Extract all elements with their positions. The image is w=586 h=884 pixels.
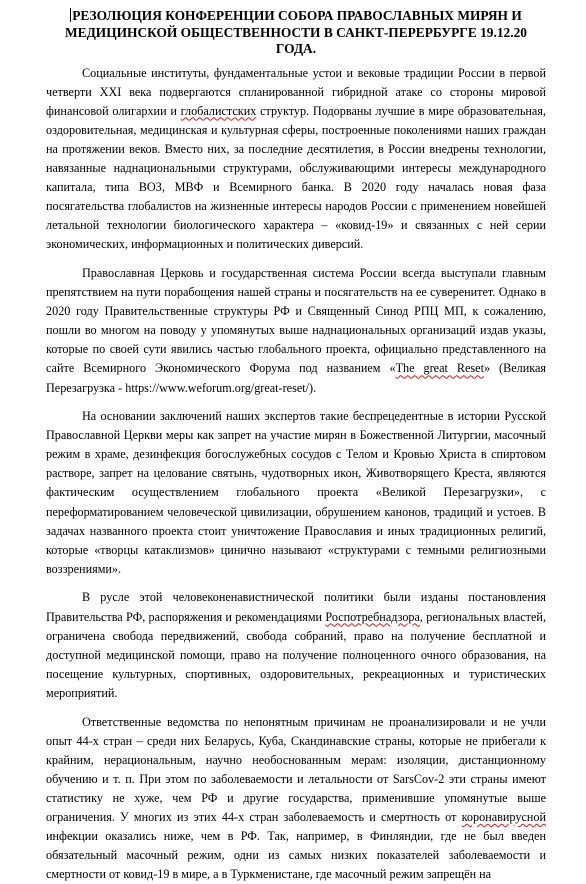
spellcheck-flagged-word: глобалистских — [181, 104, 257, 118]
paragraph-text: Социальные институты, фундаментальные устои и вековые традиции России в первой четверти XXI века подвергаются спланированной гибридной атаке со стороны мировой финансовой олигархии и — [46, 66, 546, 118]
paragraph-text: Православная Церковь и государственная система России всегда выступали главным препятствием на пути порабощения нашей страны и посягательств на ее суверенитет. Однако в 2020 году Правительственные структуры РФ и Священный Синод РПЦ МП, к сожалению, пошли во многом на поводу у упомянутых выше наднациональных организаций издав указы, которые по своей сути явились частью глобального проекта, официально представленного на сайте Всемирного Экономического Форума под названием « — [46, 266, 546, 375]
paragraph-text: Ответственные ведомства по непонятным причинам не проанализировали и не учли опыт 44-х стран – среди них Беларусь, Куба, Скандинавские страны, которые не прибегали к крайним, нерациональным, научно необоснованным мерам: изоляции, дистанционному обучению и т. п. При этом по заболеваемости и летальности от SarsCov-2 эти страны имеют статистику не хуже, чем РФ и другие государства, применившие упомянутые выше ограничения. У многих из этих 44-х стран заболеваемость и смертность от — [46, 715, 546, 824]
paragraph-text: инфекции оказались ниже, чем в РФ. Так, например, в Финляндии, где не был введен обязательный масочный режим, одни из самых низких показателей заболеваемости и смертности от ковид-19 в мире, а в Туркменистане, где масочный режим запрещён на — [46, 829, 546, 881]
body-paragraph — [46, 264, 546, 398]
body-paragraph — [46, 713, 546, 884]
document-body — [46, 64, 546, 884]
body-paragraph — [46, 588, 546, 703]
document-title — [46, 8, 546, 58]
paragraph-text: На основании заключений наших экспертов такие беспрецедентные в истории Русской Православной Церкви меры как запрет на участие мирян в Божественной Литургии, масочный режим в храме, дезинфекция богослужебных сосудов с Телом и Кровью Христа в спиртовом растворе, запрет на целование святынь, чудотворных икон, Животворящего Креста, являются фактическим осуществлением глобального проекта «Великой Перезагрузки», с переформатированием человеческой цивилизации, обрушением канонов, традиций и устоев. В задачах названного проекта стоит уничтожение Православия и иных традиционных религий, которые «творцы катаклизмов» цинично называют «структурами с темными религиозными воззрениями». — [46, 409, 546, 576]
spellcheck-flagged-word: Роспотребнадзора — [325, 610, 420, 624]
body-paragraph — [46, 407, 546, 579]
paragraph-text: структур. Подорваны лучшие в мире образовательная, оздоровительная, медицинская и культурная сферы, построенные поколениями наших граждан на протяжении веков. Вместо них, за последние десятилетия, в России внедрены технологии, навязанные наднациональными структурами, обслуживающими интересы международного капитала, типа ВОЗ, МВФ и Всемирного банка. В 2020 году началась новая фаза посягательства глобалистов на жизненные интересы народов России с применением новейшей летальной технологии биологического характера – «ковид-19» и связанных с ней серии экономических, информационных и политических диверсий. — [46, 104, 546, 252]
spellcheck-flagged-word: The great Reset — [396, 361, 484, 375]
document-title-text: РЕЗОЛЮЦИЯ КОНФЕРЕНЦИИ СОБОРА ПРАВОСЛАВНЫХ МИРЯН И МЕДИЦИНСКОЙ ОБЩЕСТВЕННОСТИ В САНКТ-ПЕРЕРБУРГЕ 19.12.20 ГОДА. — [65, 8, 527, 56]
spellcheck-flagged-word: коронавирусной — [462, 810, 546, 824]
paragraph-text: В русле этой человеконенавистнической политики были изданы постановления Правительства РФ, распоряжения и рекомендациями — [46, 590, 546, 623]
paragraph-text: , региональных властей, ограничена свобода передвижений, свобода собраний, право на получение бесплатной и доступной медицинской помощи, право на получение полноценного очного образования, на посещение культурных, спортивных, оздоровительных, рекреационных и туристических мероприятий. — [46, 610, 546, 700]
paragraph-text: » (Великая Перезагрузка - https://www.weforum.org/great-reset/). — [46, 361, 546, 394]
body-paragraph — [46, 64, 546, 255]
